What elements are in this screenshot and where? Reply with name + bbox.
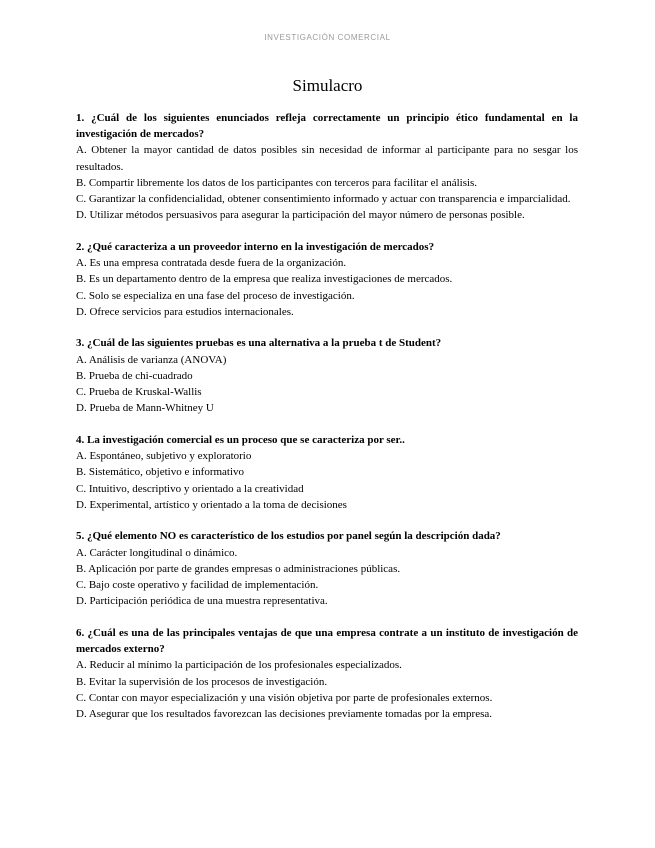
- option-c: C. Bajo coste operativo y facilidad de implementación.: [76, 579, 319, 592]
- option-b: B. Aplicación por parte de grandes empresas o administraciones públicas.: [76, 562, 401, 575]
- question-2: [76, 239, 578, 320]
- page-title: Simulacro: [292, 76, 363, 95]
- option-b: B. Compartir libremente los datos de los participantes con terceros para facilitar el análisis.: [76, 176, 478, 189]
- question-text: 5. ¿Qué elemento NO es característico de los estudios por panel según la descripción dada?: [76, 530, 501, 543]
- question-4: [76, 432, 578, 513]
- option-d: D. Asegurar que los resultados favorezcan las decisiones previamente tomadas por la empresa.: [76, 708, 493, 720]
- question-text: 3. ¿Cuál de las siguientes pruebas es una alternativa a la prueba t de Student?: [76, 337, 442, 350]
- option-a: A. Análisis de varianza (ANOVA): [76, 353, 227, 366]
- question-text: 4. La investigación comercial es un proceso que se caracteriza por ser..: [76, 433, 405, 446]
- question-text: 2. ¿Qué caracteriza a un proveedor interno en la investigación de mercados?: [76, 240, 435, 253]
- question-6: [76, 625, 578, 722]
- question-text: 1. ¿Cuál de los siguientes enunciados refleja correctamente un principio ético fundamental en la investigación de mercados?: [76, 112, 578, 141]
- option-c: C. Solo se especializa en una fase del proceso de investigación.: [76, 289, 355, 302]
- option-c: C. Intuitivo, descriptivo y orientado a la creatividad: [76, 482, 304, 495]
- option-d: D. Prueba de Mann-Whitney U: [76, 402, 214, 415]
- option-b: B. Evitar la supervisión de los procesos de investigación.: [76, 675, 328, 688]
- option-c: C. Garantizar la confidencialidad, obtener consentimiento informado y actuar con transparencia e imparcialidad.: [76, 193, 571, 206]
- question-1: [76, 110, 578, 223]
- question-list: [76, 110, 578, 738]
- option-a: A. Espontáneo, subjetivo y exploratorio: [76, 450, 252, 463]
- page-header: INVESTIGACIÓN COMERCIAL: [264, 33, 391, 42]
- question-3: [76, 335, 578, 416]
- option-d: D. Experimental, artístico y orientado a la toma de decisiones: [76, 498, 347, 511]
- question-text: 6. ¿Cuál es una de las principales ventajas de que una empresa contrate a un instituto de investigación de mercados externo?: [76, 626, 578, 656]
- option-d: D. Ofrece servicios para estudios internacionales.: [76, 305, 294, 318]
- question-5: [76, 528, 578, 609]
- option-b: B. Prueba de chi-cuadrado: [76, 369, 193, 382]
- option-c: C. Prueba de Kruskal-Wallis: [76, 386, 202, 399]
- option-a: A. Es una empresa contratada desde fuera de la organización.: [76, 257, 347, 270]
- option-c: C. Contar con mayor especialización y una visión objetiva por parte de profesionales externos.: [76, 691, 493, 704]
- option-b: B. Es un departamento dentro de la empresa que realiza investigaciones de mercados.: [76, 273, 453, 286]
- option-a: A. Obtener la mayor cantidad de datos posibles sin necesidad de informar al participante para no sesgar los resultados.: [76, 144, 578, 173]
- option-b: B. Sistemático, objetivo e informativo: [76, 466, 245, 479]
- option-d: D. Utilizar métodos persuasivos para asegurar la participación del mayor número de personas posible.: [76, 209, 525, 222]
- option-a: A. Carácter longitudinal o dinámico.: [76, 546, 238, 559]
- option-a: A. Reducir al mínimo la participación de los profesionales especializados.: [76, 659, 402, 672]
- option-d: D. Participación periódica de una muestra representativa.: [76, 595, 328, 608]
